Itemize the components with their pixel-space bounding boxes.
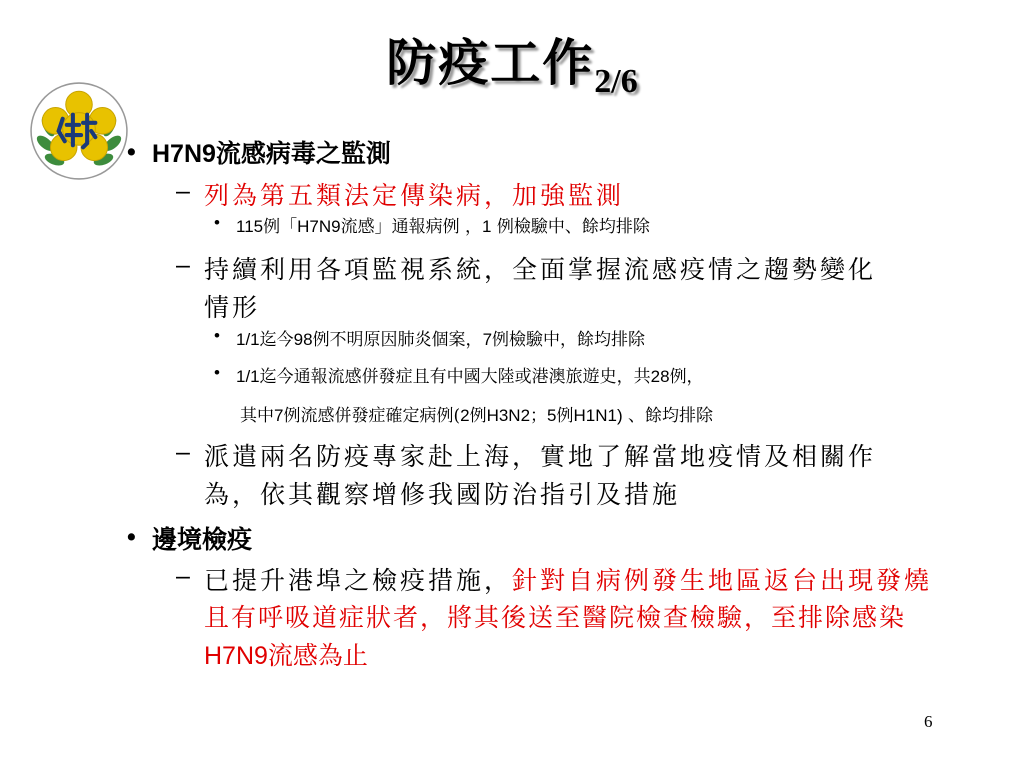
bullet-marker: • — [214, 363, 220, 382]
text-part: 7 — [274, 406, 284, 425]
text-part: 、餘均排除 — [622, 406, 714, 426]
text-part: 7 — [482, 330, 493, 349]
slide-title-text: 防疫工作 — [386, 33, 595, 92]
text-part-red: 流感為止 — [267, 641, 368, 670]
bullet-border-quarantine: 邊境檢疫 — [152, 525, 253, 554]
bullet-text-latin: H7N9 — [152, 140, 216, 168]
text-part: 已提升港埠之檢疫措施， — [204, 566, 513, 595]
text-part: 例檢驗中，餘均排除 — [492, 330, 646, 350]
text-part: 例「 — [263, 217, 298, 237]
text-part: 其中 — [240, 406, 274, 426]
slide-title-suffix: 2/6 — [594, 63, 638, 100]
text-part: 流感」通報病例 ， — [340, 217, 482, 237]
text-part: 1 — [481, 217, 492, 236]
text-part-red: 針對自病例發生地區返台出現發燒 — [512, 566, 933, 595]
sub-bullet-port-measures-line1 — [204, 561, 932, 597]
bullet-marker: • — [127, 523, 136, 551]
sub-bullet-experts-line1: 派遣兩名防疫專家赴上海，實地了解當地疫情及相關作 — [204, 442, 877, 471]
text-part: 2 — [460, 406, 470, 425]
bullet-marker: • — [214, 213, 220, 232]
bullet-h7n9-surveillance — [152, 134, 391, 170]
text-part: 1/1 — [236, 367, 260, 386]
sub-bullet-experts-line2: 為，依其觀察增修我國防治指引及措施 — [204, 480, 681, 509]
text-part: 例不明原因肺炎個案， — [312, 330, 483, 350]
sub-bullet-port-measures-line3 — [204, 636, 368, 672]
sub-sub-bullet-115-cases — [236, 212, 650, 237]
text-part: 例， — [669, 367, 704, 387]
text-part: 例 — [556, 406, 574, 426]
text-part: 1/1 — [236, 330, 260, 349]
sub-sub-bullet-98-cases — [236, 325, 645, 350]
text-part: 迄今通報流感併發症且有中國大陸或港澳旅遊史，共 — [259, 367, 651, 387]
dash-marker: – — [176, 177, 193, 205]
dash-marker: – — [176, 438, 193, 466]
sub-bullet-category-five: 列為第五類法定傳染病，加強監測 — [204, 181, 625, 210]
text-part-red: H7N9 — [204, 642, 268, 670]
text-part: 28 — [650, 367, 670, 386]
text-part: 例 — [469, 406, 487, 426]
bullet-marker: • — [214, 326, 220, 345]
text-part: 迄今 — [259, 330, 294, 350]
bullet-marker: • — [127, 138, 136, 166]
text-part: 例檢驗中、餘均排除 — [496, 217, 650, 237]
dash-marker: – — [176, 562, 193, 590]
text-part: H3N2；5 — [486, 406, 557, 425]
text-part: H7N9 — [297, 217, 341, 236]
sub-sub-bullet-28-cases-line2 — [240, 401, 713, 426]
dash-marker: – — [176, 251, 193, 279]
text-part: H1N1) — [573, 406, 623, 425]
text-part: 例流感併發症確定病例( — [283, 406, 461, 426]
text-part: 115 — [236, 217, 264, 236]
sub-bullet-monitoring-line2: 情形 — [204, 293, 261, 322]
sub-bullet-monitoring-line1: 持續利用各項監視系統，全面掌握流感疫情之趨勢變化 — [204, 255, 877, 284]
sub-sub-bullet-28-cases-line1 — [236, 362, 704, 387]
bullet-text: 流感病毒之監測 — [215, 139, 391, 168]
page-number: 6 — [924, 712, 933, 731]
text-part: 98 — [293, 330, 313, 349]
sub-bullet-port-measures-line2: 且有呼吸道症狀者，將其後送至醫院檢查檢驗，至排除感染 — [204, 603, 907, 632]
